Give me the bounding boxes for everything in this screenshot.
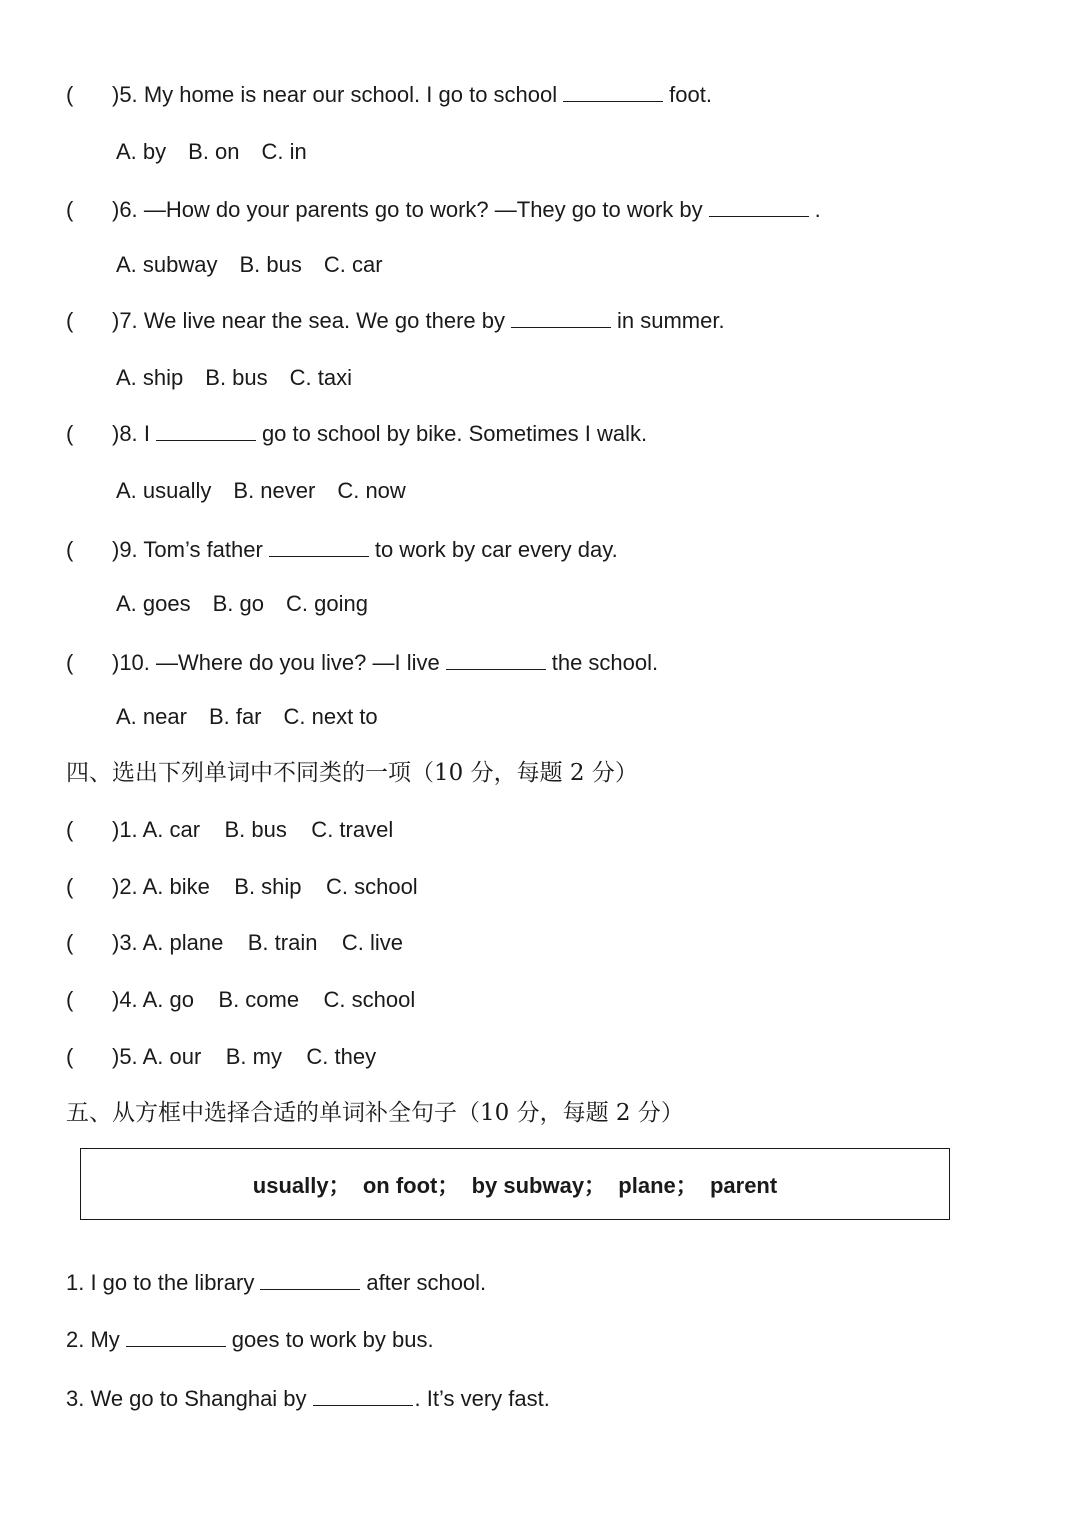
answer-blank[interactable] — [511, 307, 611, 328]
question-text: —How do your parents go to work? —They go to work by — [143, 197, 703, 222]
question-text-after: in summer. — [616, 308, 725, 333]
option-c: C. car — [323, 252, 383, 277]
question-number: )9. — [112, 537, 138, 562]
answer-paren[interactable]: ( — [66, 987, 74, 1012]
answer-blank[interactable] — [126, 1326, 226, 1347]
answer-blank[interactable] — [446, 649, 546, 670]
word-box-text: usually； on foot； by subway； plane； parent — [252, 1172, 778, 1198]
section-4-item — [66, 816, 393, 844]
option-a: A. ship — [116, 365, 184, 390]
option-b: B. far — [208, 704, 262, 729]
answer-blank[interactable] — [269, 536, 369, 557]
option-a: A. subway — [116, 252, 218, 277]
option-c: C. taxi — [289, 365, 352, 390]
sentence-text-after: after school. — [366, 1270, 487, 1295]
question-6-options — [116, 251, 405, 279]
answer-paren[interactable]: ( — [66, 308, 74, 333]
question-text-after: to work by car every day. — [374, 537, 618, 562]
sentence-text: 2. My — [66, 1327, 120, 1352]
question-text: Tom’s father — [143, 537, 263, 562]
answer-blank[interactable] — [563, 81, 663, 102]
section-4-item — [66, 986, 415, 1014]
sentence-text: 3. We go to Shanghai by — [66, 1386, 307, 1411]
answer-paren[interactable]: ( — [66, 197, 74, 222]
item-text: )2. A. bike B. ship C. school — [112, 874, 418, 899]
answer-paren[interactable]: ( — [66, 82, 74, 107]
question-text-after: go to school by bike. Sometimes I walk. — [261, 421, 648, 446]
question-text: I — [143, 421, 150, 446]
question-8 — [66, 420, 647, 448]
question-number: )5. — [112, 82, 138, 107]
answer-blank[interactable] — [156, 420, 256, 441]
question-8-options — [116, 477, 428, 505]
option-c: C. next to — [283, 704, 378, 729]
answer-blank[interactable] — [260, 1269, 360, 1290]
option-b: B. on — [188, 139, 240, 164]
question-7-options — [116, 364, 374, 392]
option-c: C. going — [285, 591, 368, 616]
option-c: C. in — [261, 139, 307, 164]
sentence-text: 1. I go to the library — [66, 1270, 255, 1295]
question-text: —Where do you live? —I live — [156, 650, 440, 675]
option-a: A. by — [116, 139, 167, 164]
question-10 — [66, 649, 658, 677]
option-b: B. bus — [205, 365, 268, 390]
answer-paren[interactable]: ( — [66, 537, 74, 562]
question-number: )10. — [112, 650, 150, 675]
answer-paren[interactable]: ( — [66, 817, 74, 842]
question-9-options — [116, 590, 390, 618]
question-number: )7. — [112, 308, 138, 333]
sentence-text-after: goes to work by bus. — [231, 1327, 434, 1352]
question-text-after: . — [814, 197, 821, 222]
answer-paren[interactable]: ( — [66, 874, 74, 899]
question-text: We live near the sea. We go there by — [143, 308, 505, 333]
option-a: A. usually — [116, 478, 212, 503]
question-5-options — [116, 138, 329, 166]
fill-sentence-1 — [66, 1269, 486, 1297]
question-7 — [66, 307, 725, 335]
answer-paren[interactable]: ( — [66, 421, 74, 446]
question-number: )8. — [112, 421, 138, 446]
answer-paren[interactable]: ( — [66, 1044, 74, 1069]
item-text: )1. A. car B. bus C. travel — [112, 817, 394, 842]
fill-sentence-3 — [66, 1385, 550, 1413]
section-4-item — [66, 873, 418, 901]
option-a: A. goes — [116, 591, 191, 616]
option-b: B. bus — [239, 252, 302, 277]
answer-paren[interactable]: ( — [66, 650, 74, 675]
answer-blank[interactable] — [313, 1385, 413, 1406]
section-4-item — [66, 1043, 376, 1071]
fill-sentence-2 — [66, 1326, 434, 1354]
word-box — [80, 1148, 950, 1220]
section-5-heading: 五、从方框中选择合适的单词补全句子（10 分，每题 2 分） — [66, 1100, 684, 1126]
question-text-after: foot. — [669, 82, 712, 107]
question-10-options — [116, 703, 400, 731]
answer-paren[interactable]: ( — [66, 930, 74, 955]
option-b: B. go — [212, 591, 264, 616]
option-b: B. never — [233, 478, 316, 503]
answer-blank[interactable] — [709, 196, 809, 217]
question-text-after: the school. — [551, 650, 659, 675]
item-text: )5. A. our B. my C. they — [112, 1044, 377, 1069]
item-text: )3. A. plane B. train C. live — [112, 930, 404, 955]
sentence-text-after: . It’s very fast. — [414, 1386, 550, 1411]
question-6 — [66, 196, 821, 224]
question-text: My home is near our school. I go to school — [143, 82, 558, 107]
question-5 — [66, 81, 712, 109]
section-4-item — [66, 929, 403, 957]
option-a: A. near — [116, 704, 187, 729]
option-c: C. now — [337, 478, 406, 503]
item-text: )4. A. go B. come C. school — [112, 987, 416, 1012]
question-number: )6. — [112, 197, 138, 222]
section-4-heading: 四、选出下列单词中不同类的一项（10 分，每题 2 分） — [66, 760, 638, 786]
question-9 — [66, 536, 618, 564]
